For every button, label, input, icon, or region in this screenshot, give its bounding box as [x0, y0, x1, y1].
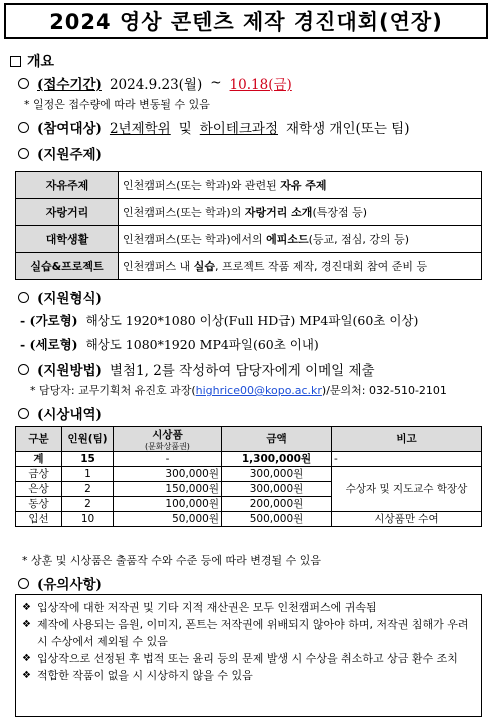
- overview-heading: [10, 51, 54, 71]
- award-amount: 300,000원: [222, 467, 332, 482]
- theme-desc-post: (특장점 등): [312, 206, 368, 219]
- theme-key: 자랑거리: [16, 199, 119, 226]
- total-amount: 1,300,000원: [222, 452, 332, 467]
- theme-desc-pre: 인천캠퍼스(또는 학과)와 관련된: [123, 179, 281, 192]
- diamond-bullet-icon: ❖: [22, 653, 31, 664]
- format-vertical: [20, 335, 319, 353]
- table-row: [16, 512, 482, 527]
- method-text: 별첨1, 2를 작성하여 담당자에게 이메일 제출: [109, 363, 375, 379]
- list-item: [22, 599, 475, 616]
- table-header-row: [16, 427, 482, 452]
- method-row: [18, 359, 375, 379]
- period-tilde: ~: [210, 75, 222, 91]
- theme-desc: [119, 199, 482, 226]
- square-bullet-icon: [10, 56, 21, 67]
- format-row: [18, 287, 102, 307]
- header-remark: 비고: [332, 427, 482, 452]
- theme-desc: [119, 172, 482, 199]
- period-end: 10.18(금): [229, 77, 292, 93]
- table-row: [16, 467, 482, 482]
- award-category: 은상: [16, 482, 62, 497]
- award-count: 2: [62, 497, 114, 512]
- circle-bullet-icon: [18, 292, 29, 303]
- method-label: (지원방법): [37, 363, 102, 379]
- cautions-box: [15, 594, 482, 717]
- diamond-bullet-icon: ❖: [22, 602, 31, 613]
- caution-text: 입상작에 대한 저작권 및 기타 지적 재산권은 모두 인천캠퍼스에 귀속됨: [36, 601, 377, 614]
- circle-bullet-icon: [18, 122, 29, 133]
- header-prize: [114, 427, 222, 452]
- awards-note: * 상훈 및 시상품은 출품작 수와 수준 등에 따라 변경될 수 있음: [22, 554, 321, 567]
- themes-table: [15, 171, 482, 280]
- period-start: 2024.9.23(월): [109, 77, 203, 93]
- circle-bullet-icon: [18, 148, 29, 159]
- format-vertical-text: 해상도 1080*1920 MP4파일(60초 이내): [85, 337, 319, 352]
- circle-bullet-icon: [18, 78, 29, 89]
- theme-key: 대학생활: [16, 226, 119, 253]
- award-prize: 50,000원: [114, 512, 222, 527]
- award-prize: 100,000원: [114, 497, 222, 512]
- award-amount: 500,000원: [222, 512, 332, 527]
- eligibility-hightech: 하이테크과정: [199, 121, 279, 137]
- award-remark-last: 시상품만 수여: [332, 512, 482, 527]
- theme-desc-post: (등교, 점심, 강의 등): [308, 233, 410, 246]
- total-count: 15: [62, 452, 114, 467]
- header-prize-label: 시상품: [152, 428, 183, 441]
- diamond-bullet-icon: ❖: [22, 670, 31, 681]
- award-count: 10: [62, 512, 114, 527]
- theme-desc-pre: 인천캠퍼스 내: [123, 260, 194, 273]
- theme-key: 자유주제: [16, 172, 119, 199]
- format-horizontal-label: - (가로형): [20, 313, 78, 328]
- format-horizontal: [20, 311, 418, 329]
- header-prize-sub: (문화상품권): [145, 441, 190, 451]
- format-horizontal-text: 해상도 1920*1080 이상(Full HD급) MP4파일(60초 이상): [85, 313, 419, 328]
- table-row: [16, 172, 482, 199]
- award-category: 입선: [16, 512, 62, 527]
- overview-label: 개요: [27, 54, 55, 70]
- diamond-bullet-icon: ❖: [22, 619, 31, 630]
- cautions-label: (유의사항): [37, 577, 102, 593]
- awards-row: [18, 403, 102, 423]
- themes-label: (지원주제): [37, 147, 102, 163]
- cautions-row: [18, 573, 102, 593]
- themes-row: [18, 143, 102, 163]
- award-category: 금상: [16, 467, 62, 482]
- theme-key: 실습&프로젝트: [16, 253, 119, 280]
- award-category: 동상: [16, 497, 62, 512]
- theme-desc: [119, 253, 482, 280]
- eligibility-degree: 2년제학위: [109, 121, 171, 137]
- award-amount: 200,000원: [222, 497, 332, 512]
- awards-table: [15, 426, 482, 527]
- circle-bullet-icon: [18, 408, 29, 419]
- total-prize: -: [114, 452, 222, 467]
- header-category: 구분: [16, 427, 62, 452]
- table-row: [16, 253, 482, 280]
- award-prize: 150,000원: [114, 482, 222, 497]
- eligibility-label: (참여대상): [37, 121, 102, 137]
- page-title: [4, 3, 488, 39]
- eligibility-and: 및: [178, 121, 192, 137]
- caution-text: 적합한 작품이 없을 시 시상하지 않을 수 있음: [36, 669, 253, 682]
- period-row: [18, 73, 292, 93]
- award-count: 1: [62, 467, 114, 482]
- contact-pre: * 담당자: 교무기획처 유진호 과장(: [30, 384, 196, 397]
- table-row-total: [16, 452, 482, 467]
- theme-desc-bold: 자유 주제: [280, 179, 327, 192]
- list-item: [22, 650, 475, 667]
- format-vertical-label: - (세로형): [20, 337, 78, 352]
- caution-text: 제작에 사용되는 음원, 이미지, 폰트는 저작권에 위배되지 않아야 하며, 저작권 침해가 우려 시 수상에서 제외될 수 있음: [36, 618, 469, 648]
- award-count: 2: [62, 482, 114, 497]
- caution-text: 입상작으로 선정된 후 법적 또는 윤리 등의 문제 발생 시 수상을 취소하고 상금 환수 조치: [36, 652, 458, 665]
- period-note: * 일정은 접수량에 따라 변동될 수 있음: [24, 98, 210, 111]
- award-amount: 300,000원: [222, 482, 332, 497]
- award-prize: 300,000원: [114, 467, 222, 482]
- header-amount: 금액: [222, 427, 332, 452]
- awards-label: (시상내역): [37, 407, 102, 423]
- theme-desc-post: , 프로젝트 작품 제작, 경진대회 참여 준비 등: [215, 260, 428, 273]
- contact-line: [30, 382, 447, 398]
- theme-desc-pre: 인천캠퍼스(또는 학과)에서의: [123, 233, 267, 246]
- award-remark-main: 수상자 및 지도교수 학장상: [332, 467, 482, 512]
- theme-desc-bold: 실습: [193, 260, 216, 273]
- theme-desc-pre: 인천캠퍼스(또는 학과)의: [123, 206, 245, 219]
- theme-desc-bold: 자랑거리 소개: [244, 206, 313, 219]
- list-item: [22, 667, 475, 684]
- format-label: (지원형식): [37, 291, 102, 307]
- eligibility-rest: 재학생 개인(또는 팀): [286, 121, 410, 137]
- total-category: 계: [16, 452, 62, 467]
- contact-post: )/문의처: 032-510-2101: [321, 384, 447, 397]
- eligibility-row: [18, 117, 409, 137]
- title-text: 2024 영상 콘텐츠 제작 경진대회(연장): [49, 10, 443, 34]
- header-count: 인원(팀): [62, 427, 114, 452]
- list-item: [22, 616, 475, 650]
- theme-desc-bold: 에피소드: [266, 233, 309, 246]
- contact-email-link[interactable]: highrice00@kopo.ac.kr: [195, 384, 322, 397]
- circle-bullet-icon: [18, 578, 29, 589]
- theme-desc: [119, 226, 482, 253]
- table-row: [16, 199, 482, 226]
- total-remark: -: [332, 452, 482, 467]
- period-label: (접수기간): [37, 77, 102, 93]
- table-row: [16, 226, 482, 253]
- circle-bullet-icon: [18, 364, 29, 375]
